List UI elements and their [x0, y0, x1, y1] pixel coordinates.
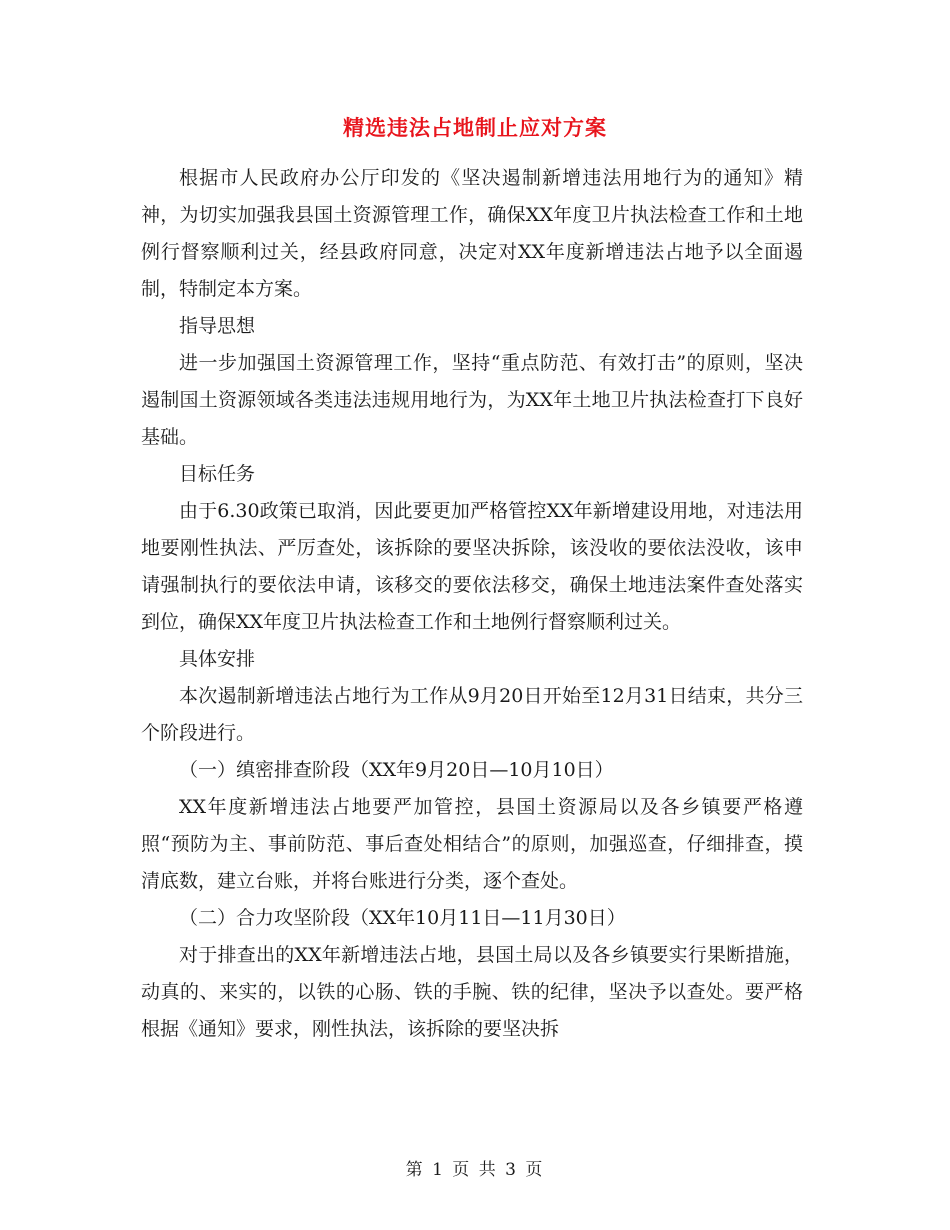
heading-phase-two: （二）合力攻坚阶段（XX年10月11日—11月30日）: [179, 907, 626, 929]
paragraph-arrangement: 本次遏制新增违法占地行为工作从9月20日开始至12月31日结束，共分三个阶段进行。: [141, 685, 803, 744]
heading-phase-one: （一）缜密排查阶段（XX年9月20日—10月10日）: [179, 759, 614, 781]
paragraph-guiding-thought: 进一步加强国土资源管理工作，坚持“重点防范、有效打击”的原则，坚决遏制国土资源领域各类违法违规用地行为，为XX年土地卫片执法检查打下良好基础。: [141, 352, 803, 448]
document-title: 精选违法占地制止应对方案: [343, 115, 607, 140]
paragraph-intro: 根据市人民政府办公厅印发的《坚决遏制新增违法用地行为的通知》精神，为切实加强我县国土资源管理工作，确保XX年度卫片执法检查工作和土地例行督察顺利过关，经县政府同意，决定对XX年度新增违法占地予以全面遏制，特制定本方案。: [141, 167, 803, 300]
page-number: 第 1 页 共 3 页: [405, 1160, 545, 1180]
paragraph-phase-two: 对于排查出的XX年新增违法占地，县国土局以及各乡镇要实行果断措施，动真的、来实的，以铁的心肠、铁的手腕、铁的纪律，坚决予以查处。要严格根据《通知》要求，刚性执法，该拆除的要坚决拆: [141, 944, 803, 1040]
paragraph-goals: 由于6.30政策已取消，因此要更加严格管控XX年新增建设用地，对违法用地要刚性执法、严厉查处，该拆除的要坚决拆除，该没收的要依法没收，该申请强制执行的要依法申请，该移交的要依法移交，确保土地违法案件查处落实到位，确保XX年度卫片执法检查工作和土地例行督察顺利过关。: [141, 500, 803, 633]
heading-guiding-thought: 指导思想: [179, 315, 256, 337]
heading-arrangement: 具体安排: [179, 648, 256, 670]
paragraph-phase-one: XX年度新增违法占地要严加管控，县国土资源局以及各乡镇要严格遵照“预防为主、事前防范、事后查处相结合”的原则，加强巡查，仔细排查，摸清底数，建立台账，并将台账进行分类，逐个查处。: [141, 796, 803, 892]
document-body: [141, 160, 803, 1048]
heading-goals: 目标任务: [179, 463, 256, 485]
